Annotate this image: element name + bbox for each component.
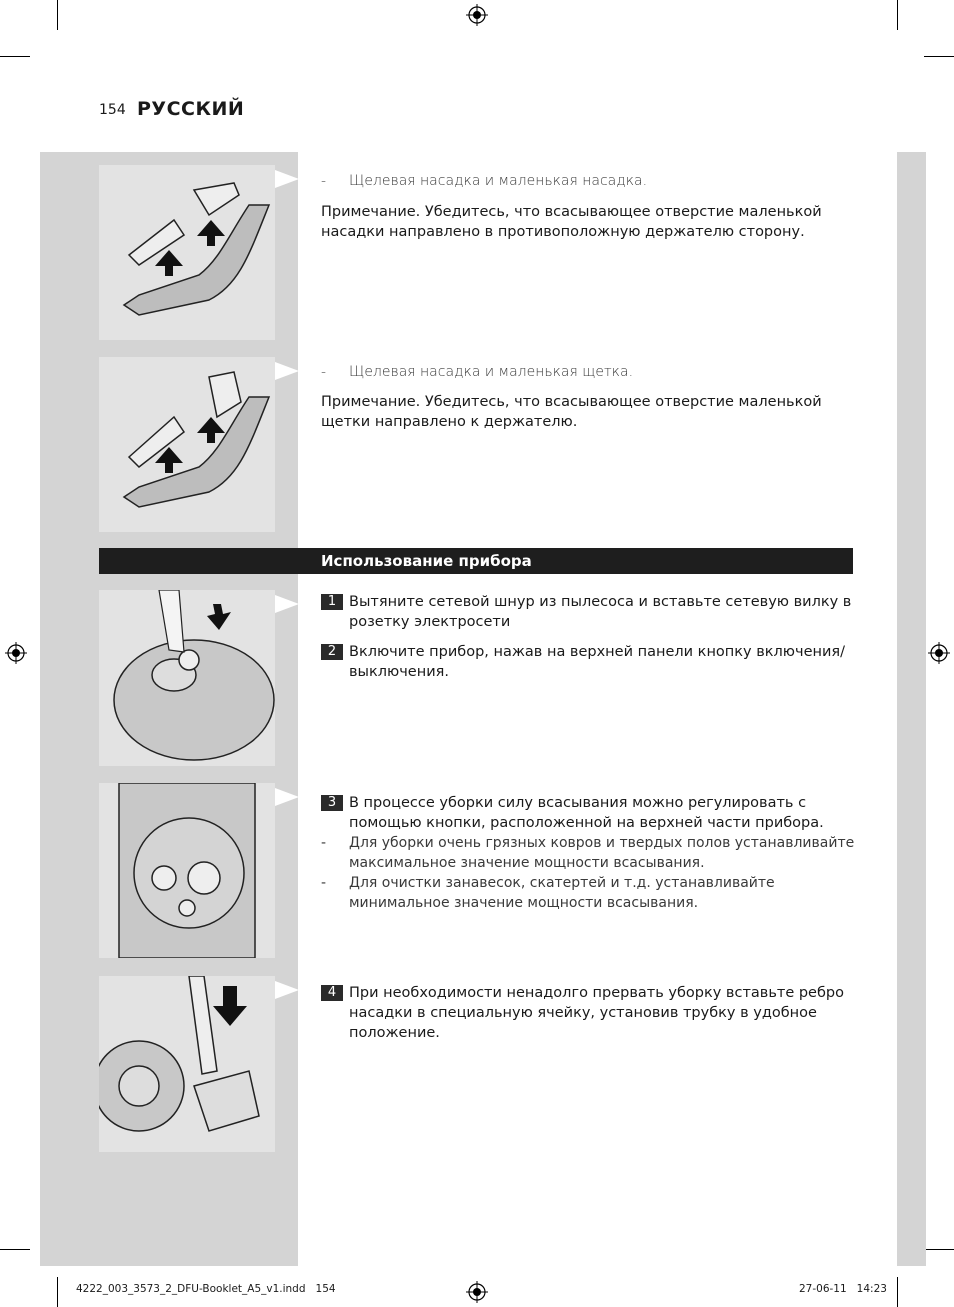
step-3-sub-bullet [321,833,861,873]
step-text: В процессе уборки силу всасывания можно регулировать с помощью кнопки, расположенной на верхней части прибора. [349,795,824,831]
step-2 [321,642,861,682]
crop-mark [0,56,30,57]
bullet-dash: - [321,364,327,380]
step-text: Вытяните сетевой шнур из пылесоса и вставьте сетевую вилку в розетку электросети [349,594,852,630]
illustration-switch-on-button [99,590,275,766]
step-1 [321,592,861,632]
crop-mark [57,0,58,30]
illustration-suction-power-control [99,783,275,958]
crop-mark [897,0,898,30]
crop-mark [57,1277,58,1307]
registration-target-icon [466,1281,488,1303]
footer-date: 27-06-11 14:23 [799,1283,887,1295]
accessory-bullet [321,362,861,382]
page-language-title: РУССКИЙ [137,98,245,120]
panel-pointer [275,788,299,806]
step-3-sub-bullet [321,873,861,913]
bullet-dash: - [321,173,327,189]
note-text: Примечание. Убедитесь, что всасывающее отверстие маленькой насадки направлено в противоположную держателю сторону. [321,204,822,240]
crop-mark [924,56,954,57]
page-number: 154 [99,102,126,118]
panel-pointer [275,362,299,380]
registration-target-icon [5,642,27,664]
crop-mark [924,1249,954,1250]
panel-pointer [275,981,299,999]
crop-mark [897,1277,898,1307]
panel-pointer [275,595,299,613]
section-heading: Использование прибора [321,552,532,570]
bullet-text: Для очистки занавесок, скатертей и т.д. устанавливайте минимальное значение мощности всасывания. [349,875,775,911]
panel-pointer [275,170,299,188]
step-3 [321,793,861,833]
step-number: 3 [321,795,343,811]
registration-target-icon [466,4,488,26]
registration-target-icon [928,642,950,664]
footer-file-name: 4222_003_3573_2_DFU-Booklet_A5_v1.indd 154 [76,1283,336,1295]
bullet-text: Щелевая насадка и маленькая щетка. [349,364,634,380]
crop-mark [0,1249,30,1250]
illustration-crevice-nozzle-small-nozzle [99,165,275,340]
bullet-dash: - [321,835,327,851]
note-text: Примечание. Убедитесь, что всасывающее отверстие маленькой щетки направлено к держателю. [321,394,822,430]
accessory-bullet [321,171,861,191]
step-text: Включите прибор, нажав на верхней панели кнопку включения/выключения. [349,644,846,680]
step-number: 1 [321,594,343,610]
bullet-text: Щелевая насадка и маленькая насадка. [349,173,648,189]
illustration-parking-position [99,976,275,1152]
step-number: 2 [321,644,343,660]
step-text: При необходимости ненадолго прервать уборку вставьте ребро насадки в специальную ячейку, установив трубку в удобное положение. [349,985,844,1041]
bullet-text: Для уборки очень грязных ковров и твердых полов устанавливайте максимальное значение мощности всасывания. [349,835,855,871]
bullet-dash: - [321,875,327,891]
step-4 [321,983,861,1043]
side-margin-band [897,152,926,1266]
step-number: 4 [321,985,343,1001]
illustration-crevice-nozzle-small-brush [99,357,275,532]
